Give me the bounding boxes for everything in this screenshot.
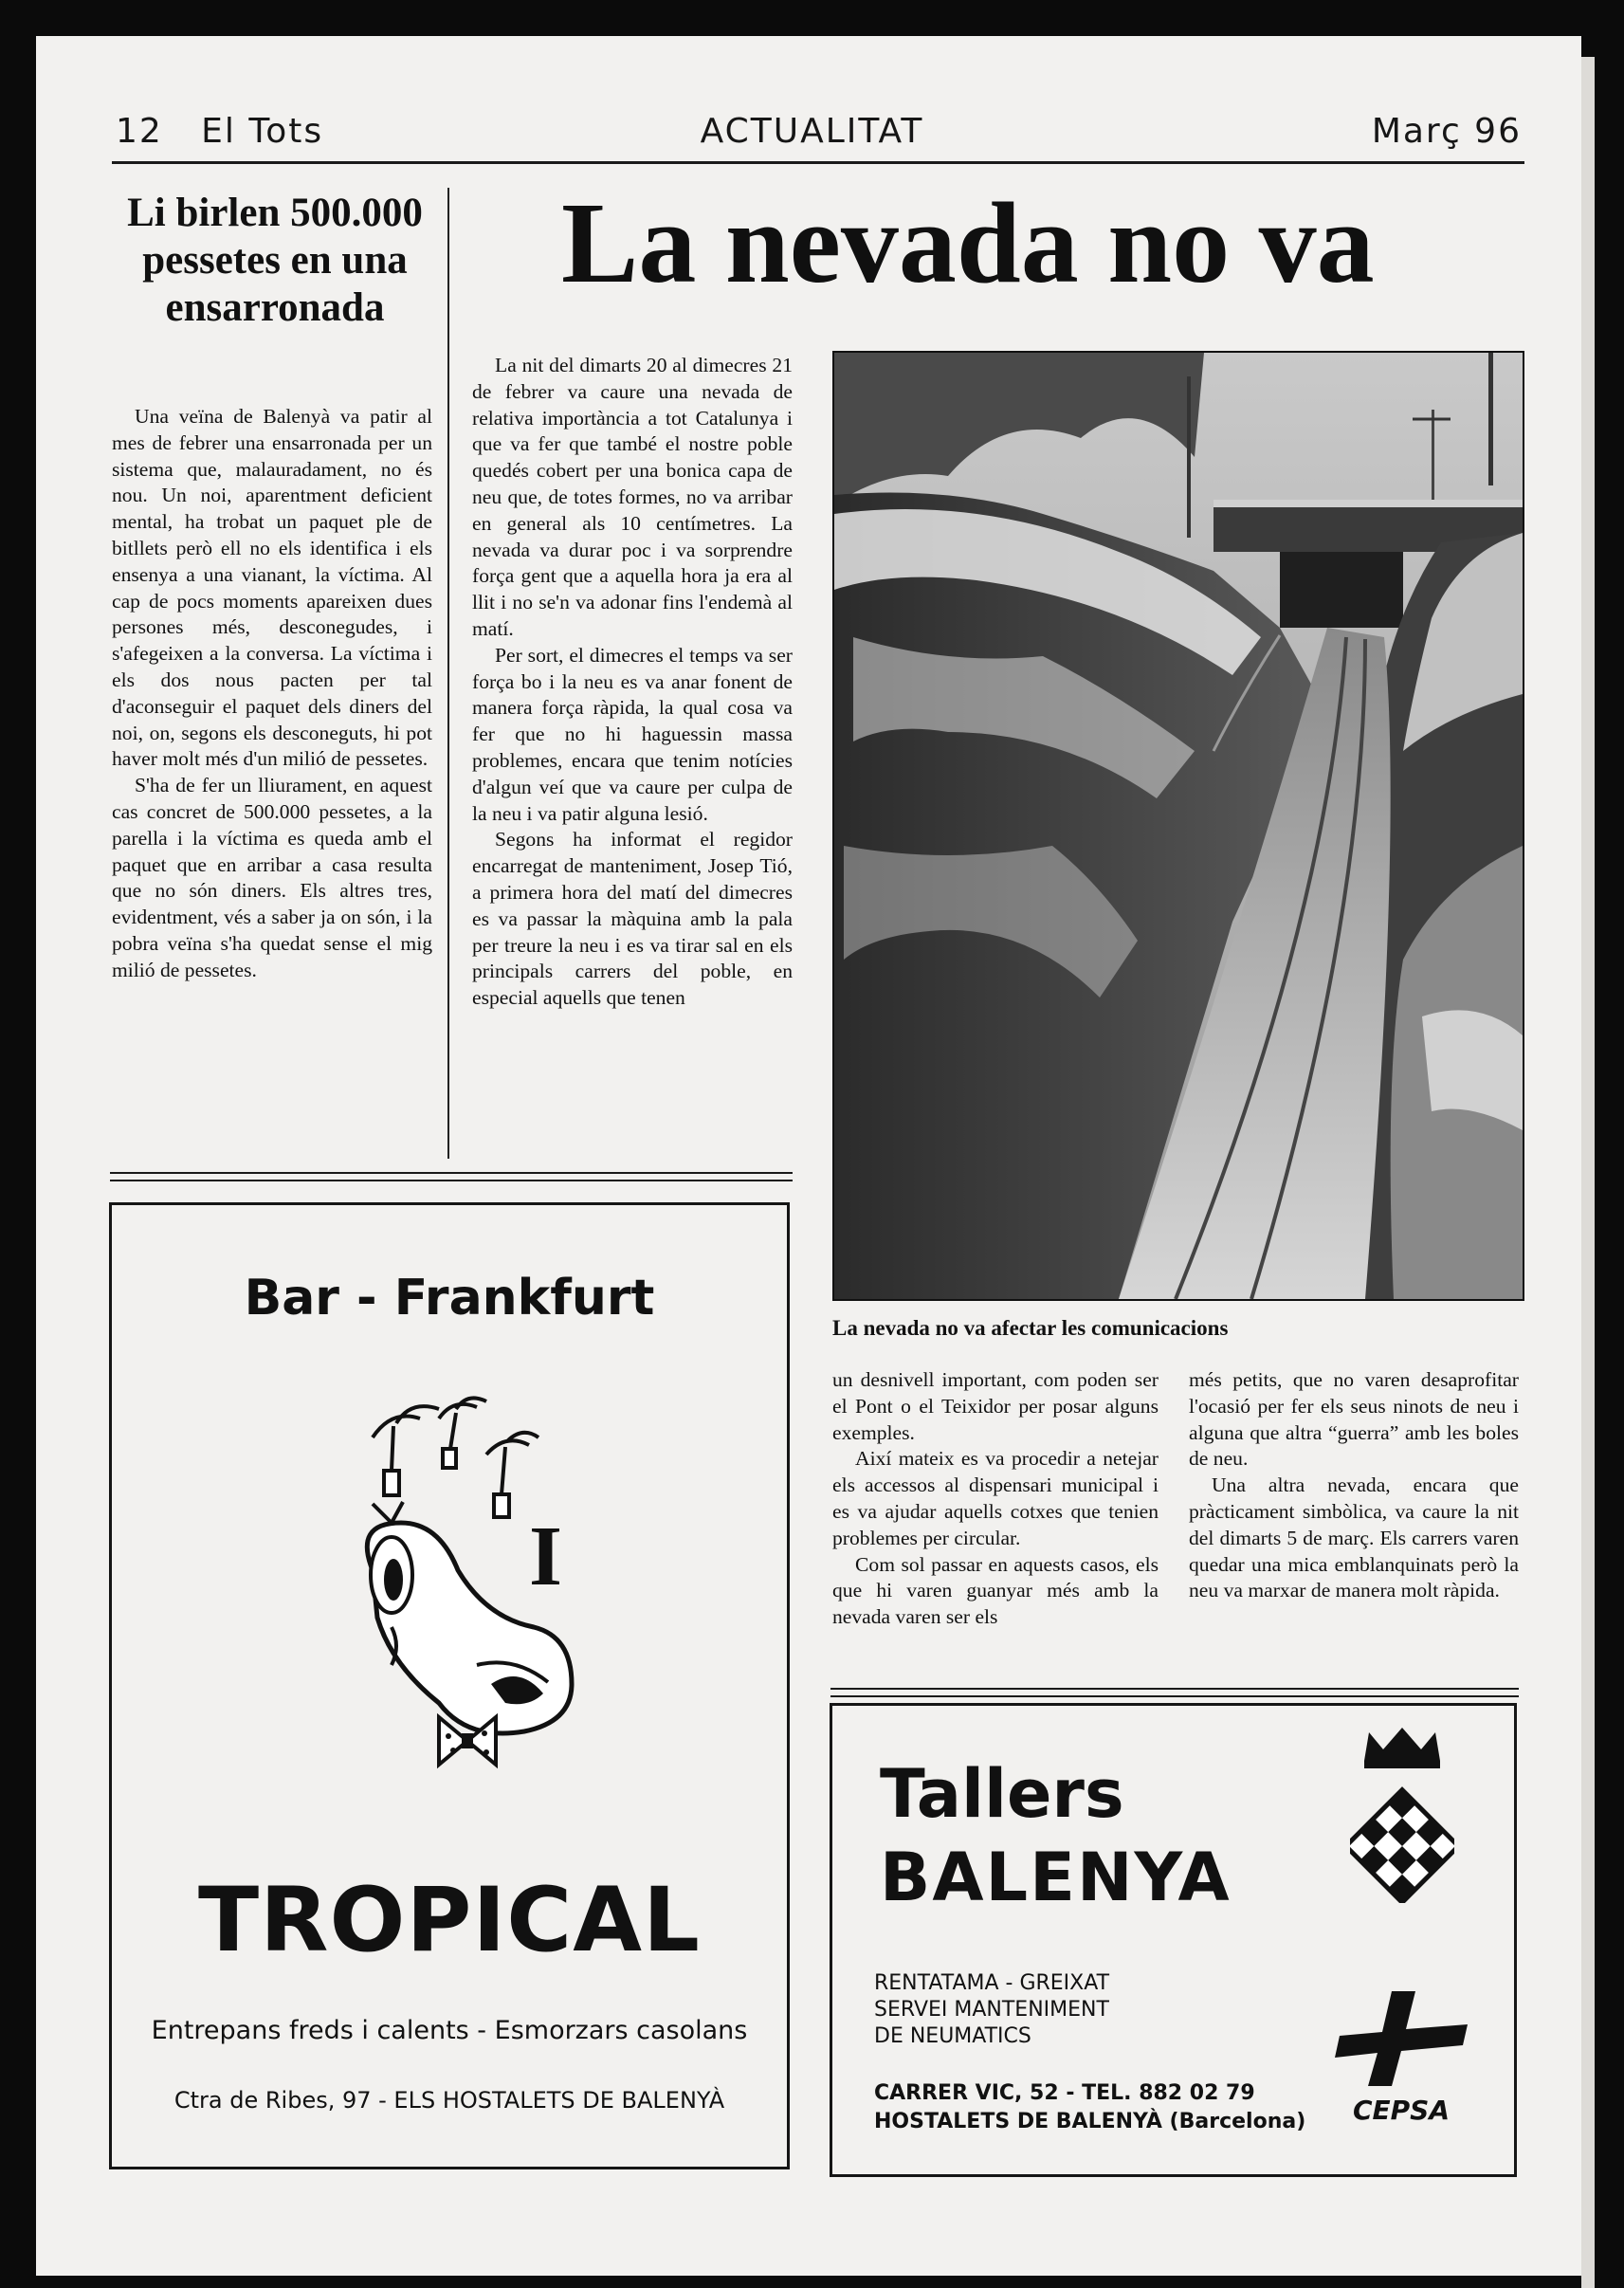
- section-double-rule: [830, 1688, 1519, 1697]
- section-title: ACTUALITAT: [700, 112, 924, 151]
- paragraph: un desnivell important, com poden ser el Pont o el Teixidor per posar alguns exemples.: [832, 1368, 1159, 1444]
- magazine-name: El Tots: [201, 112, 324, 151]
- main-article-column-2: [832, 1367, 1159, 1631]
- ad-address: Ctra de Ribes, 97 - ELS HOSTALETS DE BALENYÀ: [173, 2087, 725, 2114]
- left-article-body: [112, 404, 432, 984]
- header-rule: [112, 161, 1524, 164]
- next-page-edge: [1581, 57, 1595, 2288]
- ad-service: DE NEUMATICS: [874, 2024, 1031, 2048]
- left-article-headline: Li birlen 500.000 pessetes en una ensarronada: [127, 191, 423, 330]
- bar-frankfurt-ad: [109, 1202, 790, 2169]
- paragraph: Per sort, el dimecres el temps va ser força bo i la neu es va anar fonent de manera força ràpida, la qual cosa va fer que no hi haguessin massa problemes, encara que tenim notícies d'algun veí que va caure per culpa de la neu i va patir alguna lesió.: [472, 643, 793, 825]
- ad-address: CARRER VIC, 52 - TEL. 882 02 79: [874, 2081, 1255, 2105]
- paragraph: Segons ha informat el regidor encarregat de manteniment, Josep Tió, a primera hora del matí del dimecres es va passar la màquina amb la pala per treure la neu i es va tirar sal en els principals carrers del poble, en especial aquells que tenen: [472, 828, 793, 1010]
- paragraph: S'ha de fer un lliurament, en aquest cas concret de 500.000 pessetes, a la parella i la víctima es queda amb el paquet que en arribar a casa resulta que no són diners. Els altres tres, evidentment, vés a saber ja on són, i la pobra veïna s'ha quedat sense el mig milió de pessetes.: [112, 774, 432, 981]
- crest-icon: [1350, 1723, 1454, 1908]
- ad-service: SERVEI MANTENIMENT: [874, 1998, 1109, 2022]
- page-number: 12: [116, 112, 163, 151]
- cepsa-logo-icon: [1325, 1986, 1477, 2096]
- issue-date: Març 96: [1371, 112, 1522, 151]
- ad-business-name-2: BALENYA: [880, 1839, 1232, 1916]
- snow-railway-photo: [832, 351, 1524, 1301]
- ad-address-city: HOSTALETS DE BALENYÀ (Barcelona): [874, 2110, 1306, 2133]
- paragraph: La nit del dimarts 20 al dimecres 21 de febrer va caure una nevada de relativa importància a tot Catalunya i que va fer que també el nostre poble quedés cobert per una bonica capa de neu que, de totes formes, no va arribar en general als 10 centímetres. La nevada va durar poc i va sorprendre força gent que a aquella hora ja era al llit i no se'n va adonar fins l'endemà al matí.: [472, 354, 793, 640]
- paragraph: Així mateix es va procedir a netejar els accessos al dispensari municipal i es va ajudar aquells cotxes que tenien problemes per circular.: [832, 1447, 1159, 1549]
- main-article-column-3: [1189, 1367, 1519, 1604]
- section-double-rule: [110, 1172, 793, 1181]
- ad-service: RENTATAMA - GREIXAT: [874, 1971, 1110, 1995]
- heart-character-icon: [335, 1381, 600, 1840]
- cepsa-label: CEPSA: [1352, 2095, 1451, 2126]
- paragraph: Com sol passar en aquests casos, els que hi varen guanyar més amb la nevada varen ser els: [832, 1552, 1159, 1629]
- main-headline: La nevada no va: [561, 179, 1375, 307]
- palm-tree-icon: [373, 1398, 538, 1517]
- tallers-balenya-ad: [830, 1703, 1517, 2177]
- ad-business-name: Tallers: [880, 1755, 1124, 1833]
- ad-logo-letter: I: [529, 1510, 563, 1603]
- ad-business-name: Bar - Frankfurt: [244, 1270, 655, 1327]
- ad-brand: TROPICAL: [198, 1869, 701, 1972]
- paragraph: Una veïna de Balenyà va patir al mes de febrer una ensarronada per un sistema que, malauradament, no és nou. Un noi, aparentment deficient mental, ha trobat un paquet ple de bitllets però ell no els identifica i els ensenya a una vianant, la víctima. Al cap de pocs moments apareixen dues persones més, desconegudes, i s'afegeixen a la conversa. La víctima i els dos nous pacten per tal d'aconseguir el paquet dels diners del noi, on, segons els desconeguts, hi pot haver molt més d'un milió de pessetes.: [112, 405, 432, 771]
- ad-tagline: Entrepans freds i calents - Esmorzars casolans: [151, 2016, 748, 2045]
- paragraph: Una altra nevada, encara que pràcticament simbòlica, va caure la nit del dimarts 5 de març. Els carrers varen quedar una mica emblanquinats però la neu va marxar de manera molt ràpida.: [1189, 1473, 1519, 1602]
- column-divider: [447, 188, 449, 1159]
- paragraph: més petits, que no varen desaprofitar l'ocasió per fer els seus ninots de neu i alguna que altra “guerra” amb les boles de neu.: [1189, 1368, 1519, 1471]
- main-article-column-1: [472, 353, 793, 1012]
- photo-caption: La nevada no va afectar les comunicacions: [832, 1316, 1229, 1340]
